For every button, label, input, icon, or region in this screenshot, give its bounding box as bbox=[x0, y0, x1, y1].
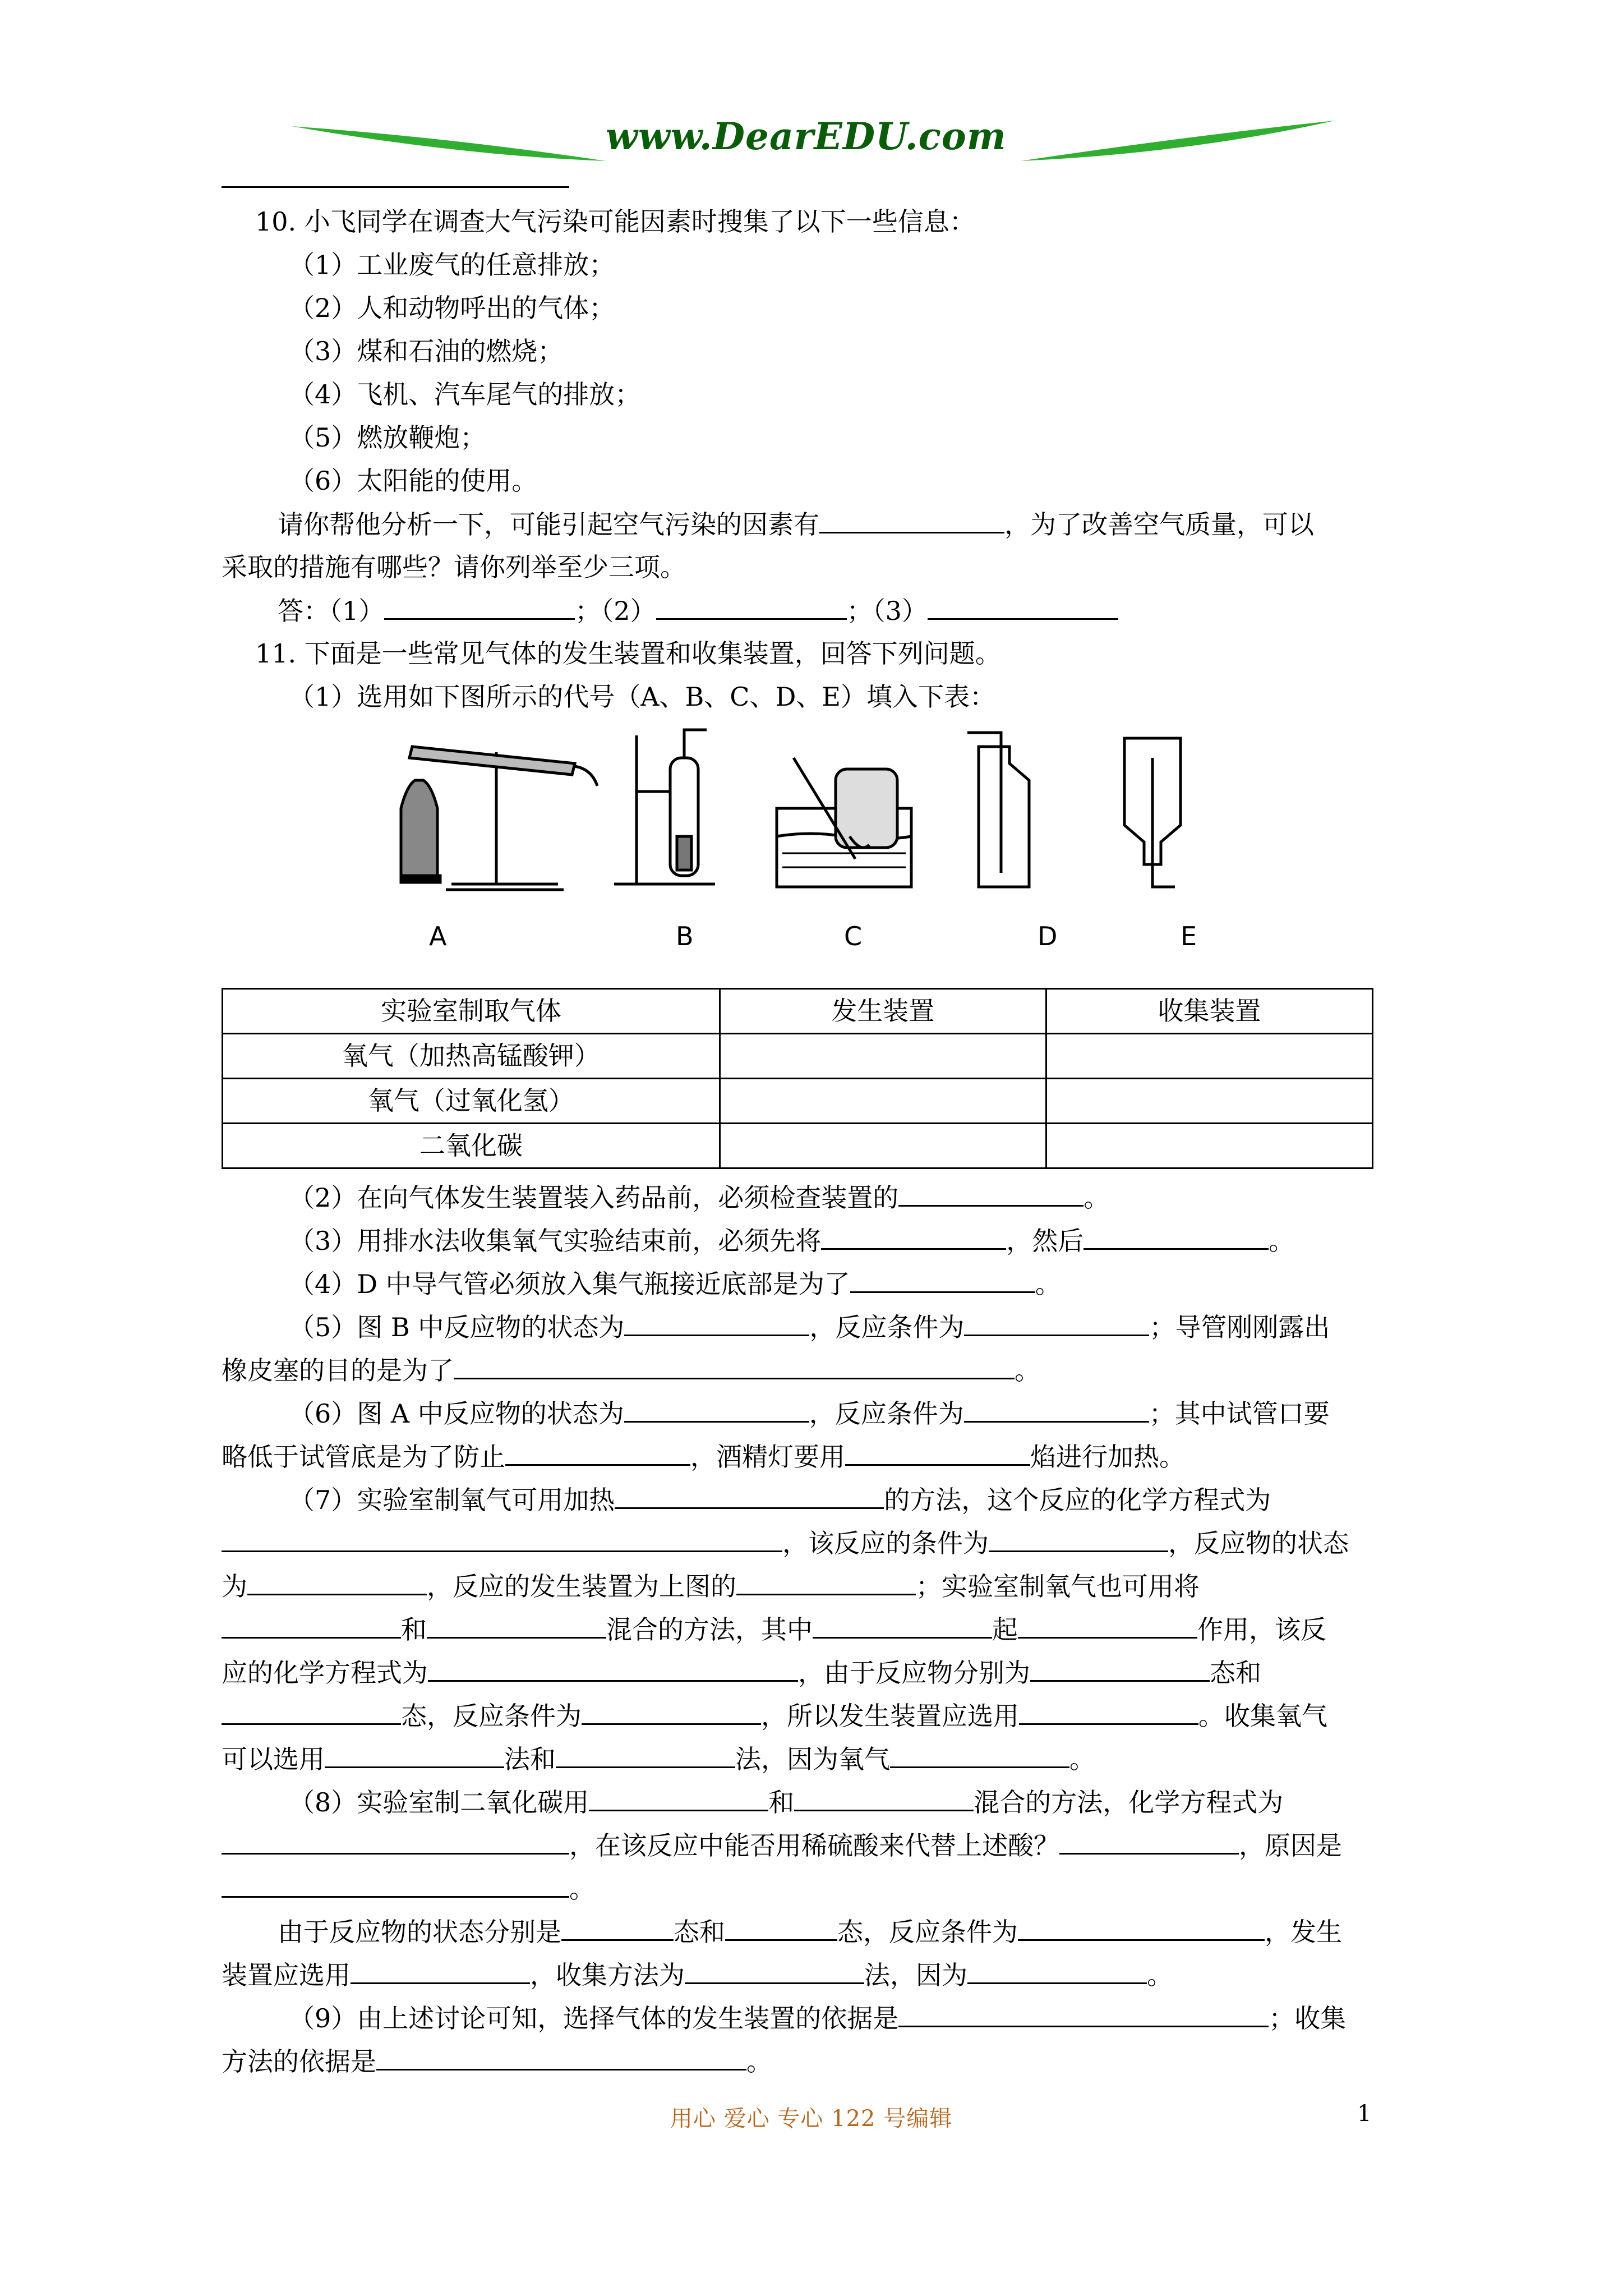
answer-blank[interactable] bbox=[351, 1953, 530, 1984]
punct: 。 bbox=[1083, 1182, 1110, 1213]
answer-blank[interactable] bbox=[1018, 1608, 1197, 1639]
apparatus-b bbox=[614, 730, 715, 884]
q11-text: 方法的依据是 bbox=[222, 2046, 376, 2077]
apparatus-e bbox=[1124, 738, 1181, 887]
q11-text: 态和 bbox=[1210, 1658, 1261, 1688]
table-cell-blank[interactable] bbox=[720, 1034, 1046, 1079]
answer-blank-2[interactable] bbox=[656, 589, 847, 620]
answer-blank[interactable] bbox=[898, 1176, 1083, 1207]
table-header-row bbox=[223, 989, 1373, 1034]
q11-text: ；导管刚刚露出 bbox=[1149, 1312, 1330, 1342]
answer-blank[interactable] bbox=[819, 503, 1004, 533]
table-cell-blank[interactable] bbox=[720, 1079, 1046, 1124]
q11-text: 和 bbox=[768, 1787, 795, 1818]
q11-part-3: （3）用排水法收集氧气实验结束前，必须先将 bbox=[289, 1226, 822, 1256]
answer-blank[interactable] bbox=[1018, 1910, 1265, 1941]
q10-item-5: （5）燃放鞭炮； bbox=[289, 422, 486, 453]
answer-blank[interactable] bbox=[685, 1953, 864, 1984]
answer-blank[interactable] bbox=[505, 1435, 690, 1466]
q10-answer-2-label: ；（2） bbox=[575, 596, 656, 626]
q10-answer-3-label: ；（3） bbox=[846, 596, 928, 626]
table-header: 收集装置 bbox=[1046, 989, 1372, 1034]
punct: 。 bbox=[746, 2046, 772, 2077]
q11-text: ，所以发生装置应选用 bbox=[761, 1701, 1019, 1731]
q11-part-1: （1）选用如下图所示的代号（A、B、C、D、E）填入下表： bbox=[289, 682, 995, 712]
punct: 。 bbox=[1269, 1226, 1295, 1256]
table-cell-blank[interactable] bbox=[1046, 1079, 1372, 1124]
answer-blank[interactable] bbox=[1059, 1824, 1239, 1855]
punct: 。 bbox=[569, 1874, 595, 1904]
table-row bbox=[223, 1124, 1373, 1168]
answer-blank[interactable] bbox=[428, 1651, 798, 1682]
table-cell-blank[interactable] bbox=[1046, 1034, 1372, 1079]
q11-text: ，反应条件为 bbox=[809, 1312, 965, 1342]
q11-part-5: （5）图 B 中反应物的状态为 bbox=[289, 1312, 625, 1342]
q10-ask-line2: 采取的措施有哪些？请你列举至少三项。 bbox=[222, 552, 686, 582]
q10-answer-label: 答：（1） bbox=[278, 596, 385, 626]
figure-label-c: C bbox=[844, 921, 863, 951]
punct: 。 bbox=[1035, 1269, 1061, 1299]
answer-blank[interactable] bbox=[989, 1521, 1168, 1552]
answer-blank[interactable] bbox=[725, 1910, 837, 1941]
answer-blank[interactable] bbox=[813, 1608, 992, 1639]
answer-blank[interactable] bbox=[967, 1953, 1147, 1984]
q11-text: ，收集方法为 bbox=[530, 1960, 685, 1990]
q11-text: 应的化学方程式为 bbox=[222, 1658, 428, 1688]
answer-blank[interactable] bbox=[376, 2040, 746, 2070]
q11-text: ；收集 bbox=[1269, 2003, 1347, 2033]
table-row bbox=[223, 1034, 1373, 1079]
figure-label-a: A bbox=[429, 921, 447, 951]
table-cell-blank[interactable] bbox=[1046, 1124, 1372, 1168]
worksheet-content bbox=[222, 157, 1416, 2083]
table-cell-blank[interactable] bbox=[720, 1124, 1046, 1168]
q11-text: ，反应条件为 bbox=[809, 1398, 964, 1429]
q11-text: ；其中试管口要 bbox=[1149, 1398, 1330, 1429]
q11-text: 态和 bbox=[674, 1917, 725, 1947]
answer-blank[interactable] bbox=[850, 1262, 1035, 1293]
q11-text: ，反应的发生装置为上图的 bbox=[427, 1571, 736, 1602]
q11-text: 焰进行加热。 bbox=[1030, 1442, 1185, 1472]
q11-part-8: （8）实验室制二氧化碳用 bbox=[289, 1787, 589, 1818]
answer-blank[interactable] bbox=[624, 1305, 809, 1336]
table-row bbox=[223, 1079, 1373, 1124]
answer-blank[interactable] bbox=[582, 1694, 761, 1725]
q11-text: 混合的方法，其中 bbox=[606, 1614, 813, 1645]
q11-part-7: （7）实验室制氧气可用加热 bbox=[289, 1485, 615, 1515]
q11-text: 和 bbox=[401, 1614, 427, 1645]
answer-blank-1[interactable] bbox=[384, 589, 575, 620]
q10-item-2: （2）人和动物呼出的气体； bbox=[289, 293, 615, 323]
q11-text: ，发生 bbox=[1265, 1917, 1342, 1947]
q10-item-4: （4）飞机、汽车尾气的排放； bbox=[289, 379, 641, 409]
answer-blank[interactable] bbox=[845, 1435, 1030, 1466]
answer-blank[interactable] bbox=[222, 1824, 569, 1855]
q10-ask-cont: ，为了改善空气质量，可以 bbox=[1004, 509, 1314, 540]
answer-blank[interactable] bbox=[1019, 1694, 1198, 1725]
answer-blank[interactable] bbox=[222, 1867, 569, 1898]
table-header: 发生装置 bbox=[720, 989, 1046, 1034]
q11-part-3-cont: ，然后 bbox=[1006, 1226, 1084, 1256]
apparatus-d bbox=[967, 733, 1029, 887]
answer-blank[interactable] bbox=[222, 1521, 782, 1552]
apparatus-drawing bbox=[390, 724, 1343, 909]
answer-blank[interactable] bbox=[964, 1392, 1149, 1423]
apparatus-figure bbox=[222, 724, 1416, 971]
punct: 。 bbox=[1147, 1960, 1173, 1990]
answer-blank[interactable] bbox=[589, 1780, 768, 1811]
q11-part-6: （6）图 A 中反应物的状态为 bbox=[289, 1398, 624, 1429]
answer-blank[interactable] bbox=[1030, 1651, 1210, 1682]
q10-ask: 请你帮他分析一下，可能引起空气污染的因素有 bbox=[278, 509, 819, 540]
answer-blank[interactable] bbox=[794, 1780, 974, 1811]
q10-item-3: （3）煤和石油的燃烧； bbox=[289, 336, 564, 366]
apparatus-table bbox=[222, 988, 1373, 1169]
answer-blank[interactable] bbox=[736, 1565, 916, 1595]
answer-blank[interactable] bbox=[222, 157, 569, 188]
q11-text: 为 bbox=[222, 1571, 247, 1602]
q11-part-2: （2）在向气体发生装置装入药品前，必须检查装置的 bbox=[289, 1182, 899, 1213]
answer-blank[interactable] bbox=[615, 1478, 884, 1509]
answer-blank[interactable] bbox=[247, 1565, 427, 1595]
q11-intro: 11. 下面是一些常见气体的发生装置和收集装置，回答下列问题。 bbox=[255, 638, 1001, 669]
answer-blank[interactable] bbox=[964, 1305, 1149, 1336]
table-cell-gas: 氧气（加热高锰酸钾） bbox=[223, 1034, 720, 1079]
q11-text: ，在该反应中能否用稀硫酸来代替上述酸？ bbox=[569, 1830, 1059, 1861]
q11-text: 由于反应物的状态分别是 bbox=[278, 1917, 561, 1947]
site-logo-text: www.DearEDU.com bbox=[606, 114, 1007, 158]
punct: 。 bbox=[1069, 1744, 1095, 1774]
q11-text: 装置应选用 bbox=[222, 1960, 351, 1990]
page-number: 1 bbox=[1357, 2101, 1372, 2127]
punct: 。 bbox=[1015, 1355, 1040, 1386]
q11-part-6-line2: 略低于试管底是为了防止 bbox=[222, 1442, 505, 1472]
answer-blank[interactable] bbox=[454, 1349, 1015, 1379]
q11-text: 法和 bbox=[504, 1744, 556, 1774]
q11-text: 混合的方法，化学方程式为 bbox=[974, 1787, 1284, 1818]
q11-text: 态，反应条件为 bbox=[837, 1917, 1018, 1947]
q10-intro: 10. 小飞同学在调查大气污染可能因素时搜集了以下一些信息： bbox=[255, 206, 975, 237]
figure-label-d: D bbox=[1038, 921, 1058, 951]
q11-text: ，反应物的状态 bbox=[1168, 1528, 1349, 1558]
answer-blank[interactable] bbox=[556, 1737, 735, 1768]
answer-blank[interactable] bbox=[624, 1392, 809, 1423]
answer-blank[interactable] bbox=[1083, 1219, 1269, 1250]
q11-text: 作用，该反 bbox=[1197, 1614, 1326, 1645]
answer-blank[interactable] bbox=[427, 1608, 606, 1639]
q11-text: ，由于反应物分别为 bbox=[798, 1658, 1030, 1688]
q11-part-5-line2: 橡皮塞的目的是为了 bbox=[222, 1355, 454, 1386]
figure-label-e: E bbox=[1181, 921, 1197, 951]
q11-text: 。收集氧气 bbox=[1198, 1701, 1327, 1731]
q11-text: 法，因为 bbox=[864, 1960, 967, 1990]
figure-label-b: B bbox=[676, 921, 694, 951]
answer-blank[interactable] bbox=[898, 1996, 1269, 2027]
q11-part-4: （4）D 中导气管必须放入集气瓶接近底部是为了 bbox=[289, 1269, 850, 1299]
page-footer: 用心 爱心 专心 122 号编辑 bbox=[670, 2106, 953, 2132]
q11-text: 态，反应条件为 bbox=[401, 1701, 582, 1731]
answer-blank[interactable] bbox=[325, 1737, 504, 1768]
answer-blank-3[interactable] bbox=[928, 589, 1118, 620]
q11-text: 起 bbox=[992, 1614, 1018, 1645]
q10-item-1: （1）工业废气的任意排放； bbox=[289, 250, 615, 280]
answer-blank[interactable] bbox=[821, 1219, 1006, 1250]
table-cell-gas: 二氧化碳 bbox=[223, 1124, 720, 1168]
q11-part-9: （9）由上述讨论可知，选择气体的发生装置的依据是 bbox=[289, 2003, 899, 2033]
apparatus-a bbox=[401, 747, 597, 890]
table-header: 实验室制取气体 bbox=[223, 989, 720, 1034]
answer-blank[interactable] bbox=[890, 1737, 1069, 1768]
q11-text: ；实验室制氧气也可用将 bbox=[916, 1571, 1200, 1602]
q11-text: ，酒精灯要用 bbox=[690, 1442, 845, 1472]
apparatus-c bbox=[777, 758, 911, 887]
q11-text: 可以选用 bbox=[222, 1744, 325, 1774]
q11-text: 的方法，这个反应的化学方程式为 bbox=[884, 1485, 1271, 1515]
answer-blank[interactable] bbox=[561, 1910, 674, 1941]
q11-text: 法，因为氧气 bbox=[735, 1744, 890, 1774]
q10-item-6: （6）太阳能的使用。 bbox=[289, 466, 538, 496]
answer-blank[interactable] bbox=[222, 1694, 401, 1725]
table-cell-gas: 氧气（过氧化氢） bbox=[223, 1079, 720, 1124]
answer-blank[interactable] bbox=[222, 1608, 401, 1639]
q11-text: ，原因是 bbox=[1239, 1830, 1342, 1861]
q11-text: ，该反应的条件为 bbox=[782, 1528, 989, 1558]
